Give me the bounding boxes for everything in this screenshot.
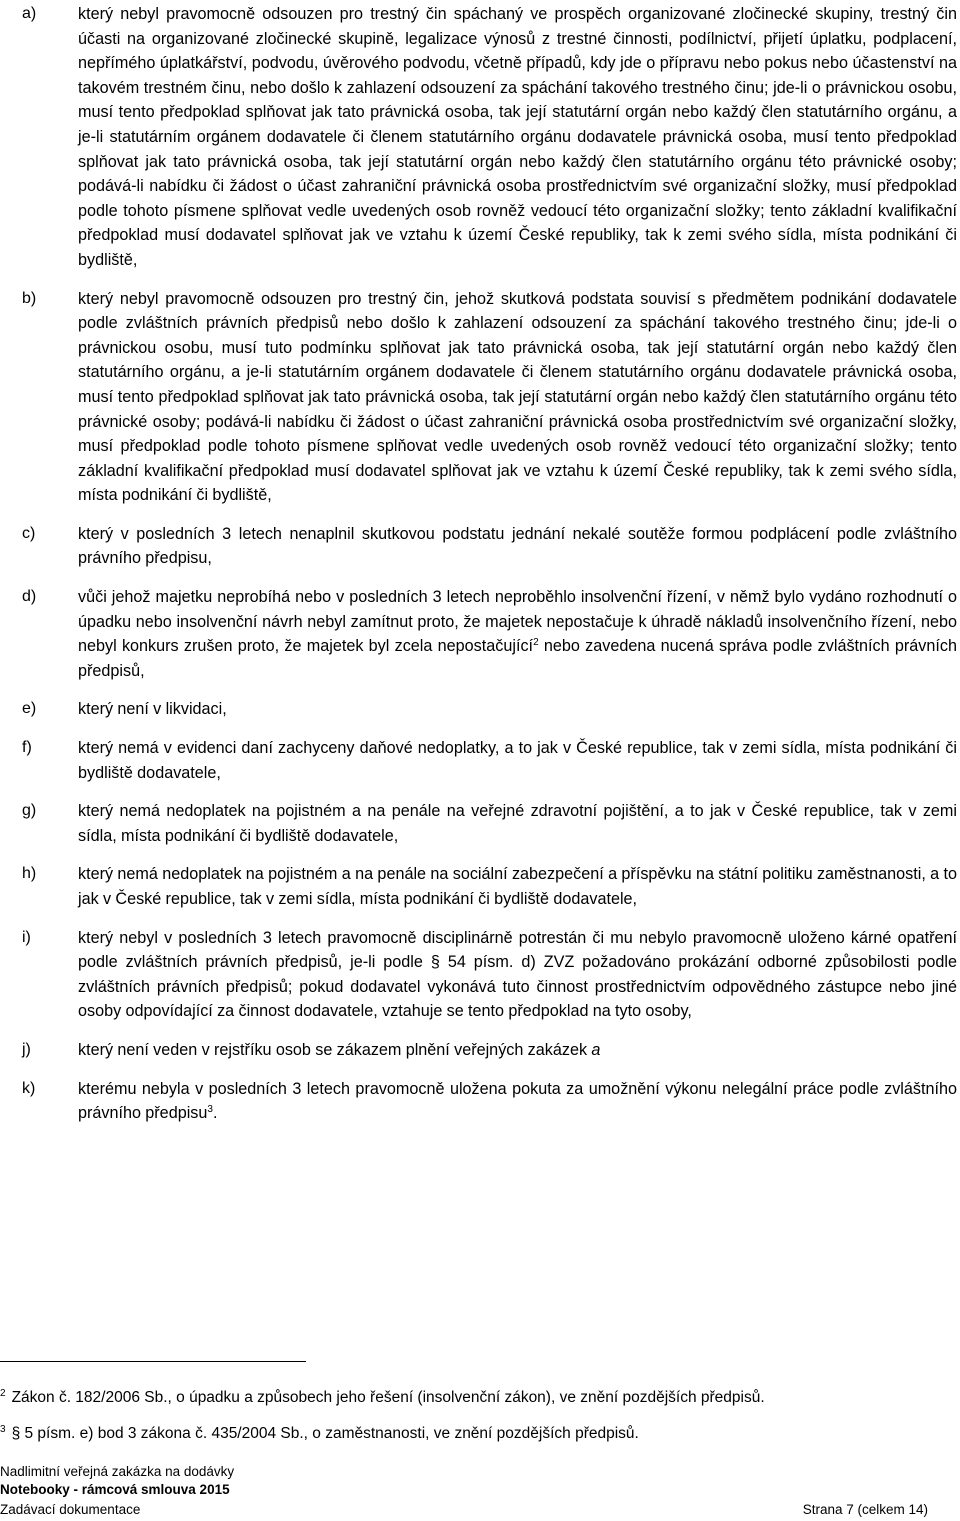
list-item: [22, 2, 957, 273]
footnote-ref[interactable]: 3: [207, 1104, 213, 1116]
item-text: vůči jehož majetku neprobíhá nebo v posledních 3 letech neproběhlo insolvenční řízení, v němž bylo vydáno rozhodnutí o úpadku nebo insolvenční návrh nebyl zamítnut proto, že majetek nepostačuje k úhradě nákladů insolvenčního řízení, nebo nebyl konkurs zrušen proto, že majetek byl zcela nepostačující: [78, 588, 957, 656]
item-text: který nemá nedoplatek na pojistném a na penále na sociální zabezpečení a příspěvku na státní politiku zaměstnanosti, a to jak v České republice, tak v zemi sídla, místa podnikání či bydliště dodavatele,: [78, 865, 957, 908]
list-item: [22, 862, 957, 911]
footnote-3: [0, 1423, 930, 1445]
item-marker: i): [22, 928, 31, 946]
list-item: [22, 926, 957, 1024]
list-item: [22, 697, 957, 722]
item-text-after: nebo zavedena nucená správa podle zvláštních právních předpisů,: [78, 637, 957, 680]
item-marker: k): [22, 1079, 36, 1097]
list-item: [22, 287, 957, 508]
footnote-number: 2: [0, 1388, 6, 1399]
footer-doc-title: Zadávací dokumentace: [0, 1502, 141, 1517]
item-text: který nebyl pravomocně odsouzen pro trestný čin, jehož skutková podstata souvisí s předmětem podnikání dodavatele podle zvláštních právních předpisů nebo došlo k zahlazení odsouzení za spáchání takového trestného činu; jde-li o právnickou osobu, musí tuto podmínku splňovat jak tato právnická osoba, tak její statutární orgán nebo každý člen statutárního orgánu, a je-li statutárním orgánem dodavatele či členem statutárního orgánu dodavatele právnická osoba, musí tento předpoklad splňovat jak tato právnická osoba, tak její statutární orgán nebo každý člen statutárního orgánu této právnické osoby; podává-li nabídku či žádost o účast zahraniční právnická osoba prostřednictvím své organizační složky, musí předpoklad podle tohoto písmene splňovat vedle uvedených osob rovněž vedoucí této organizační složky; tento základní kvalifikační předpoklad musí dodavatel splňovat jak ve vztahu k území České republiky, tak k zemi svého sídla, místa podnikání či bydliště,: [78, 289, 957, 505]
list-item: [22, 736, 957, 785]
item-marker: j): [22, 1040, 31, 1058]
item-text: který nemá nedoplatek na pojistném a na penále na veřejné zdravotní pojištění, a to jak v České republice, tak v zemi sídla, místa podnikání či bydliště dodavatele,: [78, 802, 957, 845]
footer-contract-type: Nadlimitní veřejná zakázka na dodávky: [0, 1464, 235, 1479]
list-item: [22, 1038, 957, 1063]
footer-contract-name: Notebooky - rámcová smlouva 2015: [0, 1482, 230, 1497]
item-text: který nemá v evidenci daní zachyceny daňové nedoplatky, a to jak v České republice, tak v zemi sídla, místa podnikání či bydliště dodavatele,: [78, 739, 957, 782]
footnote-divider: [0, 1361, 306, 1362]
qualification-list: [22, 2, 957, 1140]
footnote-2: [0, 1387, 930, 1409]
item-text-after: .: [212, 1104, 218, 1123]
list-item: [22, 1077, 957, 1126]
list-item: [22, 585, 957, 683]
footnote-ref[interactable]: 2: [533, 637, 539, 649]
footnote-text: § 5 písm. e) bod 3 zákona č. 435/2004 Sb., o zaměstnanosti, ve znění pozdějších předpisů.: [11, 1425, 639, 1442]
list-item: [22, 522, 957, 571]
item-marker: f): [22, 739, 32, 757]
footnote-text: Zákon č. 182/2006 Sb., o úpadku a způsobech jeho řešení (insolvenční zákon), ve znění pozdějších předpisů.: [11, 1389, 765, 1406]
item-text: který není veden v rejstříku osob se zákazem plnění veřejných zakázek: [78, 1040, 588, 1059]
item-marker: d): [22, 588, 37, 606]
item-text-wrap: [78, 585, 957, 683]
item-marker: e): [22, 700, 37, 718]
item-text-italic: a: [587, 1040, 601, 1059]
page-number: Strana 7 (celkem 14): [802, 1502, 928, 1517]
item-marker: h): [22, 865, 37, 883]
item-text: který není v likvidaci,: [78, 700, 227, 719]
item-text: který nebyl pravomocně odsouzen pro trestný čin spáchaný ve prospěch organizované zločinecké skupiny, trestný čin účasti na organizované zločinecké skupině, legalizace výnosů z trestné činnosti, podílnictví, přijetí úplatku, podplacení, nepřímého úplatkářství, podvodu, úvěrového podvodu, včetně případů, kdy jde o přípravu nebo pokus nebo účastenství na takovém trestném činu, nebo došlo k zahlazení odsouzení za spáchání takového trestného činu; jde-li o právnickou osobu, musí tento předpoklad splňovat jak tato právnická osoba, tak její statutární orgán nebo každý člen statutárního orgánu, a je-li statutárním orgánem dodavatele či členem statutárního orgánu dodavatele právnická osoba, musí tento předpoklad splňovat jak tato právnická osoba, tak její statutární orgán nebo každý člen statutárního orgánu této právnické osoby; podává-li nabídku či žádost o účast zahraniční právnická osoba prostřednictvím své organizační složky, musí předpoklad podle tohoto písmene splňovat vedle uvedených osob rovněž vedoucí této organizační složky; tento základní kvalifikační předpoklad musí dodavatel splňovat jak ve vztahu k území České republiky, tak k zemi svého sídla, místa podnikání či bydliště,: [78, 5, 957, 269]
list-item: [22, 799, 957, 848]
item-text: kterému nebyla v posledních 3 letech pravomocně uložena pokuta za umožnění výkonu nelegální práce podle zvláštního právního předpisu: [78, 1079, 957, 1123]
item-text-wrap: [78, 1038, 957, 1063]
footnote-number: 3: [0, 1424, 6, 1435]
item-text-wrap: [78, 1077, 957, 1126]
item-text: který v posledních 3 letech nenaplnil skutkovou podstatu jednání nekalé soutěže formou podplácení podle zvláštního právního předpisu,: [78, 524, 957, 568]
item-marker: a): [22, 5, 37, 22]
item-marker: b): [22, 289, 37, 307]
item-marker: c): [22, 524, 36, 542]
item-marker: g): [22, 802, 37, 820]
item-text: který nebyl v posledních 3 letech pravomocně disciplinárně potrestán či mu nebylo pravomocně uloženo kárné opatření podle zvláštních právních předpisů, je-li podle § 54 písm. d) ZVZ požadováno prokázání odborné způsobilosti podle zvláštních právních předpisů; pokud dodavatel vykonává tuto činnost prostřednictvím odpovědného zástupce nebo jiné osoby odpovídající za činnost dodavatele, vztahuje se tento předpoklad na tyto osoby,: [78, 928, 957, 1021]
